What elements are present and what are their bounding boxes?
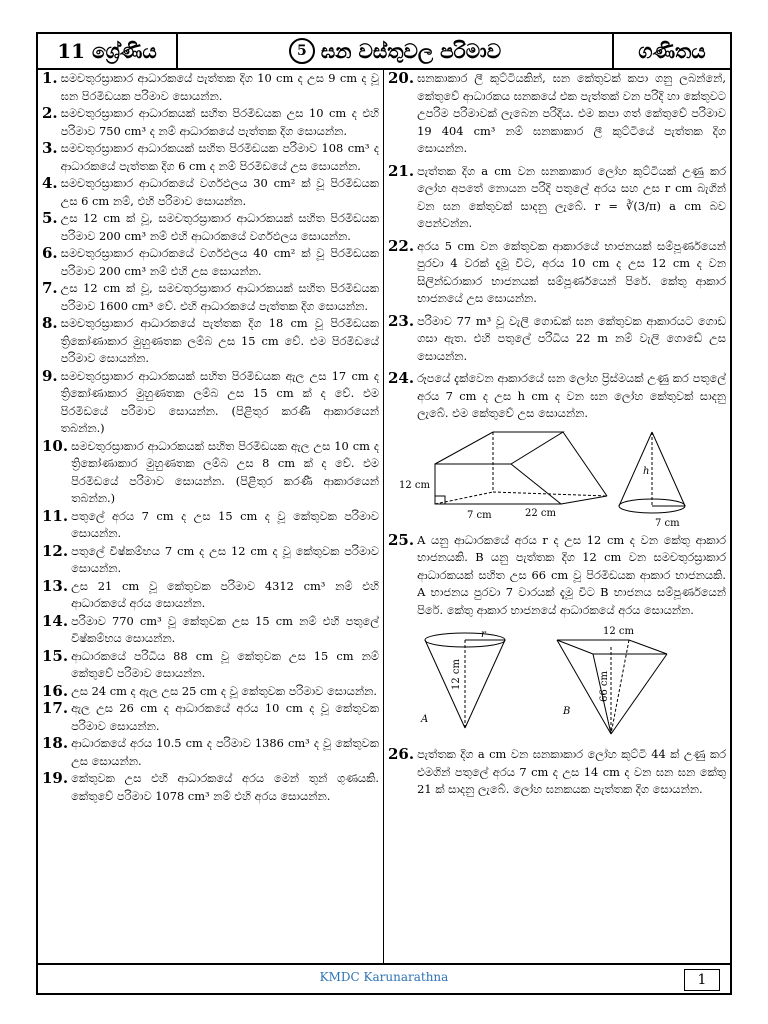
question-text: සමචතුරස්‍රාකාර ආධාරකයක් සහිත පිරමිඩයක උස 10 cm ද එහි පරිමාව 750 cm³ ද නම් ආධාරකයේ පැත්තක දිග සොයන්න. — [60, 106, 379, 138]
question-item — [42, 578, 379, 613]
question-text: පැත්තක දිග a cm වන ඝනකාකාර ලෝහ කුට්ටි 44 ක් උණු කර එමගින් පතුලේ අරය 7 cm ද උස 14 cm ද වන ඝන ඝන කේතු 21 ක් සාදනු ලැබේ. ලෝහ ඝනකයක පැත්තක දිග සොයන්න. — [417, 747, 726, 796]
cone-vessel-a — [420, 629, 505, 728]
question-item — [388, 163, 726, 233]
author-name: KMDC Karunarathna — [319, 970, 449, 984]
question-text: ඇල උස 26 cm ද ආධාරකයේ අරය 10 cm ද වූ කේතුවක පරිමාව සොයන්න. — [71, 701, 379, 733]
question-text: පරිමාව 770 cm³ වූ කේතුවක උස 15 cm නම් එහි පතුලේ විෂ්කම්භය සොයන්න. — [71, 613, 379, 645]
question-text: සමචතුරස්‍රාකාර ආධාරකයක් සහිත පිරමිඩයක පරිමාව 108 cm³ ද ආධාරකයේ පැත්තක දිග 6 cm ද නම් පිරමිඩයේ උස සොයන්න. — [60, 141, 379, 173]
question-item — [42, 770, 379, 805]
question-text: පැත්තක දිග a cm වන ඝනකාකාර ලෝහ කුට්ටියක් උණු කර ලෝහ අපතේ නොයන පරිදි පතුලේ අරය සහ උස r cm බැගින් වන ඝන කේතුවක් සාදනු ලැබේ. r = ∛(3/π) a cm බව පෙන්වන්න. — [417, 163, 726, 230]
question-text: ඝනකාකාර ලී කුට්ටියකින්, ඝන කේතුවක් කපා ගනු ලබන්නේ, කේතුවේ ආධාරකය ඝනකයේ එක පැත්තක් වන පරිදි හා කේතුවට උපරිම පරිමාවක් ලැබෙන පරිදිය. එම කපා ගත් කේතුවේ පරිමාව 19 404 cm³ නම් ඝනකාකාර ලී කුට්ටියේ පැත්තක දිග සොයන්න. — [417, 71, 726, 155]
question-text: උස 12 cm ක් වූ, සමචතුරස්‍රාකාර ආධාරකයක් සහිත පිරමිඩයක පරිමාව 200 cm³ නම් එහි ආධාරකයේ වර්ගඵලය සොයන්න. — [60, 211, 379, 243]
question-number: 22. — [388, 236, 415, 255]
question-item — [42, 683, 379, 701]
subject-label: ගණිතය — [638, 39, 706, 63]
question-number: 26. — [388, 745, 415, 763]
figure-25 — [397, 624, 717, 742]
question-text: උස 12 cm ක් වූ, සමචතුරස්‍රාකාර ආධාරකයක් සහිත පිරමිඩයක පරිමාව 1600 cm³ වේ. එහි ආධාරකයේ පැත්තක දිග සොයන්න. — [60, 281, 379, 313]
question-item — [42, 315, 379, 368]
cone-a-height-label: 12 cm — [451, 659, 462, 690]
question-number: 21. — [388, 161, 415, 180]
question-text: පතුලේ අරය 7 cm ද උස 15 cm ද වූ කේතුවක පරිමාව සොයන්න. — [71, 508, 379, 540]
question-number: 7. — [42, 279, 58, 297]
question-number: 17. — [42, 699, 69, 717]
question-text: රූපයේ දැක්වෙන ආකාරයේ ඝන ලෝහ ප්‍රිස්මයක් උණු කර පතුලේ අරය 7 cm ද උස h cm ද වන ඝන ලෝහ කේතුවක් සාදනු ලැබේ. එම කේතුවේ උස සොයන්න. — [417, 371, 726, 420]
question-item — [388, 238, 726, 308]
cone-a-radius-label: r — [481, 629, 486, 640]
question-item — [42, 245, 379, 280]
cone-a-letter: A — [421, 714, 429, 725]
left-column — [38, 68, 384, 963]
question-item — [388, 313, 726, 366]
question-text: සමචතුරස්‍රාකාර ආධාරකයේ පැත්තක දිග 18 cm වූ පිරමිඩයක ත්‍රිකෝණාකාර මුහුණතක ලම්බ උස 15 cm වේ. එම පිරමිඩයේ පරිමාව සොයන්න. — [60, 316, 379, 365]
question-item — [42, 140, 379, 175]
pyramid-vessel-b — [557, 626, 667, 734]
cone-radius-label: 7 cm — [655, 517, 680, 528]
unit-title-text: ඝන වස්තුවල පරිමාව — [320, 39, 502, 63]
question-number: 20. — [388, 69, 415, 87]
question-item — [42, 700, 379, 735]
question-number: 24. — [388, 369, 415, 387]
question-item — [42, 438, 379, 508]
question-text: සමචතුරස්‍රාකාර ආධාරකයේ පැත්තක දිග 10 cm ද උස 9 cm ද වූ ඝන පිරමිඩයක පරිමාව සොයන්න. — [60, 71, 379, 103]
question-number: 12. — [42, 541, 69, 560]
question-text: ආධාරකයේ අරය 10.5 cm ද පරිමාව 1386 cm³ ද වූ කේතුවක උස සොයන්න. — [71, 736, 379, 768]
page-number: 1 — [684, 969, 720, 991]
question-number: 8. — [42, 314, 58, 332]
question-number: 10. — [42, 436, 69, 455]
right-column — [384, 68, 730, 963]
triangular-prism — [399, 432, 607, 521]
question-item — [42, 735, 379, 770]
question-number: 15. — [42, 646, 69, 665]
cone-height-label: h — [643, 465, 650, 477]
question-number: 19. — [42, 769, 69, 787]
question-number: 25. — [388, 530, 415, 549]
question-text: සමචතුරස්‍රාකාර ආධාරකයේ වර්ගඵලය 40 cm² ක් වූ පිරමිඩයක පරිමාව 200 cm³ නම් එහි උස සොයන්න. — [60, 246, 379, 278]
question-number: 2. — [42, 104, 58, 122]
question-item — [42, 648, 379, 683]
question-item — [42, 175, 379, 210]
question-text: සමචතුරස්‍රාකාර ආධාරකයක් සහිත පිරමිඩයක ඇල උස 17 cm ද ත්‍රිකෝණාකාර මුහුණතක ලම්බ උස 15 cm ක් ද වේ. එම පිරමිඩයේ පරිමාව සොයන්න. (පිළිතුර කරණී ආකාරයෙන් තබන්න.) — [60, 368, 379, 435]
question-item — [42, 543, 379, 578]
question-number: 18. — [42, 734, 69, 752]
question-number: 23. — [388, 311, 415, 330]
question-text: පතුලේ විෂ්කම්භය 7 cm ද උස 12 cm ද වූ කේතුවක පරිමාව සොයන්න. — [71, 543, 379, 575]
prism-height-label: 12 cm — [399, 479, 430, 491]
question-number: 5. — [42, 209, 58, 227]
question-number: 13. — [42, 576, 69, 595]
question-item — [388, 532, 726, 620]
question-number: 3. — [42, 139, 58, 157]
grade-label: 11 ශ්‍රේණිය — [38, 34, 178, 68]
question-text: උස 24 cm ද ඇල උස 25 cm ද වූ කේතුවක පරිමාව සොයන්න. — [71, 683, 377, 698]
question-text: කේතුවක උස එහි ආධාරකයේ අරය මෙන් තුන් ගුණයකි. කේතුවේ පරිමාව 1078 cm³ නම් එහි අරය සොයන්න. — [71, 771, 379, 803]
question-item — [388, 70, 726, 158]
question-item — [388, 746, 726, 799]
question-item — [42, 613, 379, 648]
question-text: උස 21 cm වූ කේතුවක පරිමාව 4312 cm³ නම් එහි ආධාරකයේ අරය සොයන්න. — [71, 578, 379, 610]
prism-base-a-label: 7 cm — [467, 509, 492, 521]
figure-24 — [397, 428, 717, 528]
question-text: සමචතුරස්‍රාකාර ආධාරකයක් සහිත පිරමිඩයක ඇල උස 10 cm ද ත්‍රිකෝණාකාර මුහුණතක ලම්බ උස 8 cm ක් ද වේ. එම පිරමිඩයේ පරිමාව සොයන්න. (පිළිතුර කරණී ආකාරයෙන් තබන්න.) — [71, 438, 379, 505]
question-text: A යනු ආධාරකයේ අරය r ද උස 12 cm ද වන කේතු ආකාර භාජනයකි. B යනු පැත්තක දිග 12 cm වන සමචතුරස්‍රාකාර ආධාරකයක් සහිත උස 66 cm වූ පිරමිඩයක ආකාර භාජනයකි. A භාජනය පුරවා 7 වාරයක් දැමූ විට B භාජනය සම්පූර්ණයෙන් පිරේ. කේතු ආකාර භාජනයේ ආධාරකයේ අරය සොයන්න. — [417, 532, 726, 617]
question-item — [42, 210, 379, 245]
question-number: 9. — [42, 366, 58, 385]
worksheet-frame — [36, 32, 732, 995]
question-text: ආධාරකයේ පරිධිය 88 cm වූ කේතුවක උස 15 cm නම් කේතුවේ පරිමාව සොයන්න. — [71, 648, 379, 680]
question-number: 4. — [42, 174, 58, 192]
question-number: 11. — [42, 506, 69, 525]
pyramid-b-letter: B — [563, 706, 571, 717]
pyramid-height-label: 66 cm — [599, 671, 610, 702]
question-item — [388, 370, 726, 423]
question-item — [42, 280, 379, 315]
question-number: 14. — [42, 611, 69, 630]
prism-base-b-label: 22 cm — [525, 507, 556, 519]
question-number: 1. — [42, 69, 58, 87]
question-text: පරිමාව 77 m³ වූ වැලි ගොඩක් ඝන කේතුවක ආකාරයට ගොඩ ගසා ඇත. එහි පතුලේ පරිධිය 22 m නම් වැලි ගොඩේ උස සොයන්න. — [417, 313, 726, 363]
unit-number: 5 — [289, 38, 315, 64]
cone-figure — [619, 432, 685, 528]
question-item — [42, 70, 379, 105]
question-text: අරය 5 cm වන කේතුවක ආකාරයේ භාජනයක් සම්පූර්ණයෙන් පුරවා 4 වරක් දැමූ විට, අරය 10 cm ද උස 12 cm ද වන සිලින්ඩරාකාර භාජනයක් සම්පූර්ණයෙන් පිරේ. කේතු ආකාර භාජනයේ උස සොයන්න. — [417, 238, 726, 305]
question-item — [42, 508, 379, 543]
question-number: 6. — [42, 244, 58, 262]
pyramid-side-label: 12 cm — [603, 626, 634, 637]
worksheet-header — [38, 34, 730, 70]
questions-area — [38, 68, 730, 963]
footer — [38, 963, 730, 995]
unit-title — [178, 34, 614, 68]
question-item — [42, 368, 379, 438]
question-text: සමචතුරස්‍රාකාර ආධාරකයේ වර්ගඵලය 30 cm² ක් වූ පිරමිඩයක උස 6 cm නම්, එහි පරිමාව සොයන්න. — [60, 176, 379, 208]
question-item — [42, 105, 379, 140]
question-number: 16. — [42, 681, 69, 700]
